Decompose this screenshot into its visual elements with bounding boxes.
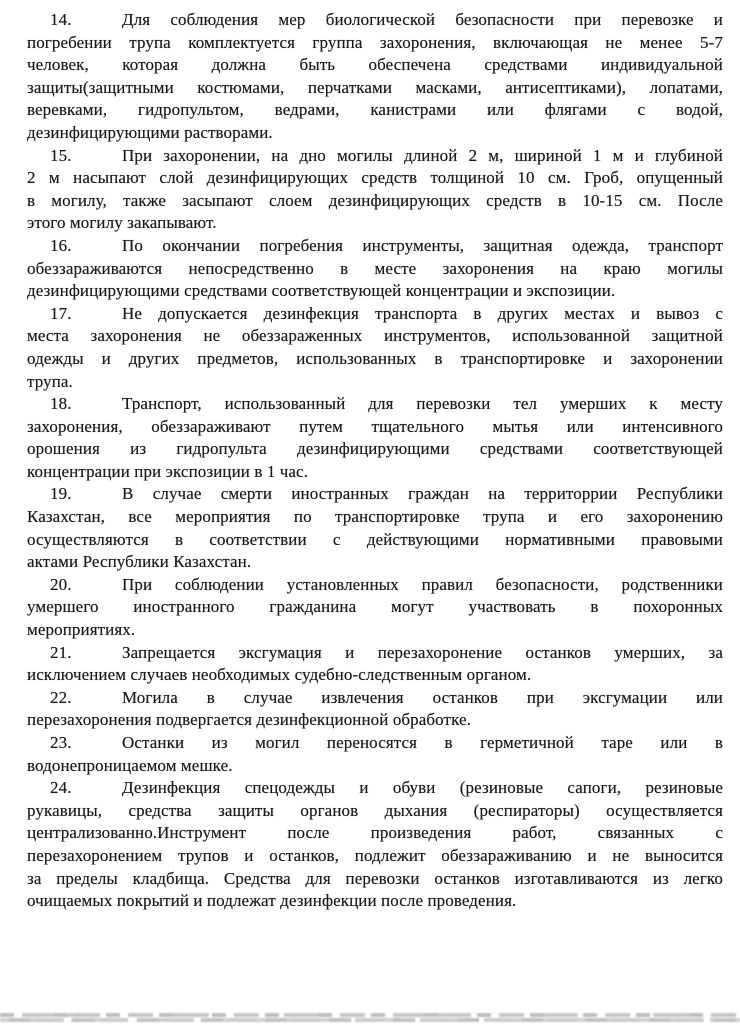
paragraph-text: Для соблюдения мер биологической безопасности при перевозке и <box>122 10 723 29</box>
text-line <box>27 145 723 168</box>
paragraph-text: Дезинфекция спецодежды и обуви (резиновые сапоги, резиновые <box>122 778 723 798</box>
text-line <box>27 9 723 32</box>
paragraph-number: 20. <box>50 574 72 594</box>
paragraph-number: 17. <box>50 303 72 323</box>
paragraph-text: Не допускается дезинфекция транспорта в других местах и вывоз с <box>122 303 723 323</box>
text-line: дезинфицирующими средствами соответствующей концентрации и экспозиции. <box>27 281 616 301</box>
text-line: защиты(защитными костюмами, перчатками масками, антисептиками), лопатами, <box>27 77 723 97</box>
text-line <box>27 777 723 800</box>
paragraph-number: 19. <box>50 484 72 504</box>
text-line: очищаемых покрытий и подлежат дезинфекции после проведения. <box>27 891 517 911</box>
text-line <box>27 687 723 710</box>
paragraph-text: Останки из могил переносятся в герметичной таре или в <box>122 733 723 752</box>
text-line: 2 м насыпают слой дезинфицирующих средств толщиной 10 см. Гроб, опущенный <box>27 168 723 188</box>
paragraph-number: 21. <box>50 642 72 662</box>
text-line <box>27 393 723 416</box>
text-line: человек, которая должна быть обеспечена средствами индивидуальной <box>27 55 723 75</box>
text-line <box>27 642 723 665</box>
text-line: осуществляются в соответствии с действующими нормативными правовыми <box>27 529 723 549</box>
text-line: обеззараживаются непосредственно в месте захоронения на краю могилы <box>27 258 723 278</box>
text-line <box>27 483 723 506</box>
cut-off-text-fragment <box>0 1013 740 1017</box>
text-line: концентрации при экспозиции в 1 час. <box>27 461 309 481</box>
text-line: дезинфицирующими растворами. <box>27 122 273 142</box>
text-line: перезахоронением трупов и останков, подлежит обеззараживанию и не выносится <box>27 845 723 865</box>
text-line: перезахоронения подвергается дезинфекционной обработке. <box>27 710 472 730</box>
paragraph-number: 22. <box>50 687 72 707</box>
text-line: одежды и других предметов, использованных в транспортировке и захоронении <box>27 348 723 368</box>
paragraph-text: Транспорт, использованный для перевозки тел умерших к месту <box>122 394 723 414</box>
text-line: водонепроницаемом мешке. <box>27 755 233 775</box>
text-line: погребении трупа комплектуется группа захоронения, включающая не менее 5-7 <box>27 32 723 52</box>
paragraph-text: Могила в случае извлечения останков при эксгумации или <box>122 687 723 707</box>
paragraph-text: В случае смерти иностранных граждан на территоррии Республики <box>122 484 723 504</box>
paragraph-number: 18. <box>50 394 72 414</box>
paragraph-number: 15. <box>50 145 72 165</box>
paragraph-number: 16. <box>50 235 72 255</box>
text-line: актами Республики Казахстан. <box>27 552 252 572</box>
paragraph-number: 24. <box>50 778 72 798</box>
text-line: централизованно.Инструмент после произведения работ, связанных с <box>27 823 723 843</box>
text-line: веревками, гидропультом, ведрами, канистрами или флягами с водой, <box>27 100 723 120</box>
text-line: исключением случаев необходимых судебно-следственным органом. <box>27 665 532 685</box>
text-line <box>27 235 723 258</box>
paragraph-text: При захоронении, на дно могилы длиной 2 м, шириной 1 м и глубиной <box>122 145 723 165</box>
paragraph-number: 23. <box>50 733 72 752</box>
paragraph-number: 14. <box>50 10 72 29</box>
paragraph-text: Запрещается эксгумация и перезахоронение останков умерших, за <box>122 642 723 662</box>
text-line: за пределы кладбища. Средства для перевозки останков изготавливаются из легко <box>27 868 723 888</box>
text-line: мероприятиях. <box>27 620 136 640</box>
text-line: орошения из гидропульта дезинфицирующими средствами соответствующей <box>27 439 723 459</box>
paragraph-text: По окончании погребения инструменты, защитная одежда, транспорт <box>122 235 723 255</box>
text-line: рукавицы, средства защиты органов дыхания (респираторы) осуществляется <box>27 800 723 820</box>
paragraph-text: При соблюдении установленных правил безопасности, родственники <box>122 574 723 594</box>
text-line: в могилу, также засыпают слоем дезинфицирующих средств в 10-15 см. После <box>27 190 723 210</box>
text-line: этого могилу закапывают. <box>27 213 217 233</box>
text-line: захоронения, обеззараживают путем тщательного мытья или интенсивного <box>27 416 723 436</box>
text-line: умершего иностранного гражданина могут участвовать в похоронных <box>27 597 723 617</box>
text-line: Казахстан, все мероприятия по транспортировке трупа и его захоронению <box>27 507 723 527</box>
text-line: места захоронения не обеззараженных инструментов, использованной защитной <box>27 326 723 346</box>
text-line <box>27 732 723 755</box>
cut-off-text-line <box>0 1013 740 1023</box>
text-line: трупа. <box>27 371 73 391</box>
text-line <box>27 574 723 597</box>
cut-off-text-fragment <box>0 1018 740 1022</box>
document-body <box>27 9 723 913</box>
text-line <box>27 303 723 326</box>
